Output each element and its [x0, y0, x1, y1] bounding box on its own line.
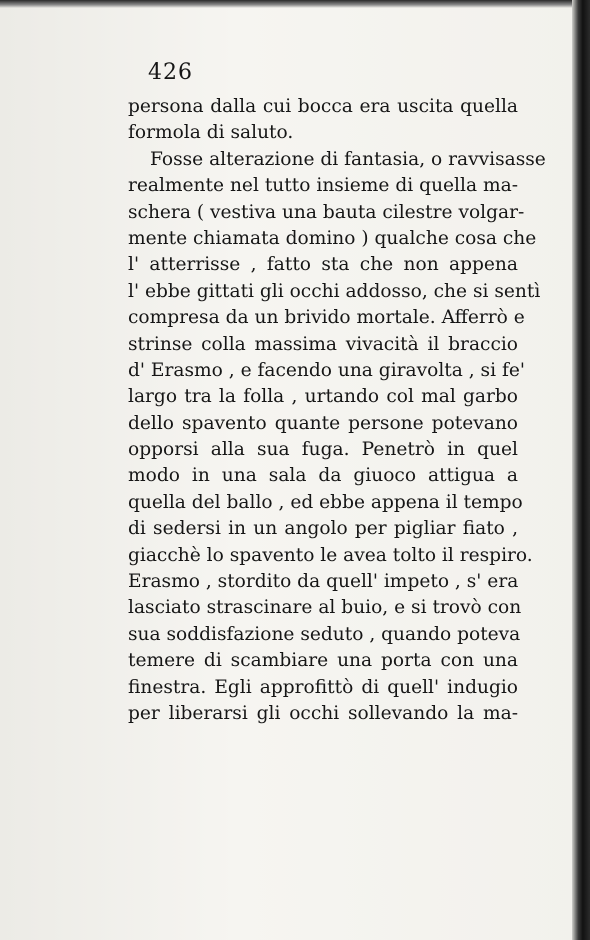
text-line: di sedersi in un angolo per pigliar fiato ,	[128, 518, 518, 540]
text-line: modo in una sala da giuoco attigua a	[128, 465, 518, 487]
text-line: schera ( vestiva una bauta cilestre volgar-	[128, 201, 525, 223]
text-line: Erasmo , stordito da quell' impeto , s' era	[128, 571, 519, 593]
text-line: lasciato strascinare al buio, e si trovò con	[128, 597, 522, 619]
text-line: persona dalla cui bocca era uscita quella	[128, 96, 518, 117]
text-line: quella del ballo , ed ebbe appena il tempo	[128, 491, 523, 513]
page-number: 426	[148, 60, 193, 85]
text-line: compresa da un brivido mortale. Afferrò e	[128, 307, 525, 329]
text-line: sua soddisfazione seduto , quando poteva	[128, 623, 521, 645]
text-line: opporsi alla sua fuga. Penetrò in quel	[128, 439, 518, 461]
text-line: per liberarsi gli occhi sollevando la ma-	[128, 702, 518, 724]
page-top-shadow	[0, 0, 590, 8]
text-line: mente chiamata domino ) qualche cosa che	[128, 227, 537, 249]
text-line: l' ebbe gittati gli occhi addosso, che si sentì	[128, 280, 541, 302]
body-text	[128, 94, 546, 727]
text-line: temere di scambiare una porta con una	[128, 650, 518, 672]
text-line: d' Erasmo , e facendo una giravolta , si fe'	[128, 359, 525, 381]
text-line: largo tra la folla , urtando col mal garbo	[128, 386, 518, 408]
text-line: finestra. Egli approfittò di quell' indugio	[128, 676, 518, 698]
text-line: Fosse alterazione di fantasia, o ravvisasse	[150, 148, 546, 170]
book-spine-edge	[572, 0, 590, 940]
text-line: l' atterrisse , fatto sta che non appena	[128, 254, 518, 276]
text-line: dello spavento quante persone potevano	[128, 412, 518, 434]
text-line: giacchè lo spavento le avea tolto il respiro.	[128, 544, 533, 566]
text-line: realmente nel tutto insieme di quella ma-	[128, 175, 518, 197]
text-line: formola di saluto.	[128, 122, 294, 144]
text-line: strinse colla massima vivacità il braccio	[128, 333, 518, 355]
